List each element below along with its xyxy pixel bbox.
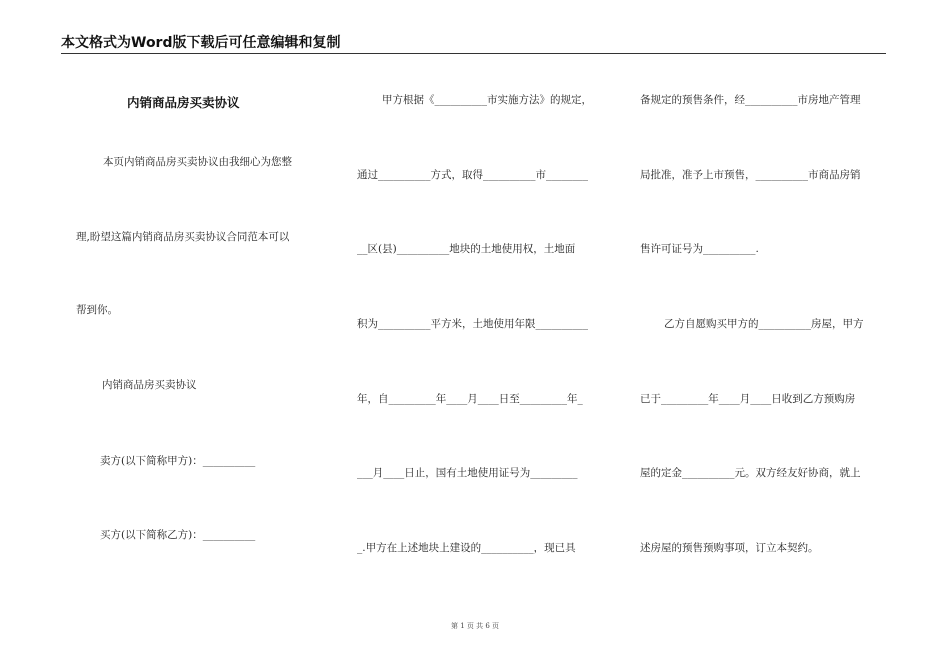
- paragraph-line: 通过__________方式，取得__________市________: [357, 169, 588, 181]
- document-title: 内销商品房买卖协议: [127, 95, 240, 110]
- paragraph-line: 本页内销商品房买卖协议由我细心为您整: [103, 156, 292, 168]
- paragraph-line: _.甲方在上述地块上建设的__________，现已具: [357, 542, 576, 554]
- paragraph-line: 乙方自愿购买甲方的__________房屋，甲方: [664, 318, 864, 330]
- paragraph-line: 备规定的预售条件，经__________市房地产管理: [640, 94, 861, 106]
- paragraph-line: 售许可证号为__________.: [640, 243, 759, 255]
- paragraph-line: 已于_________年____月____日收到乙方预购房: [640, 393, 856, 405]
- buyer-field: 买方(以下简称乙方)：__________: [100, 529, 256, 541]
- paragraph-line: 述房屋的预售预购事项，订立本契约。: [640, 542, 819, 554]
- paragraph-line: __区(县)__________地块的土地使用权，土地面: [357, 243, 576, 255]
- section-heading: 内销商品房买卖协议: [102, 379, 197, 391]
- paragraph-line: 屋的定金__________元。双方经友好协商，就上: [640, 467, 861, 479]
- seller-field: 卖方(以下简称甲方)：__________: [100, 455, 256, 467]
- paragraph-line: 局批准，准予上市预售，__________市商品房销: [640, 169, 861, 181]
- paragraph-line: 积为__________平方米，土地使用年限__________: [357, 318, 588, 330]
- paragraph-line: 帮到你。: [76, 304, 118, 316]
- paragraph-line: 甲方根据《__________市实施方法》的规定，: [382, 94, 592, 106]
- paragraph-line: ___月____日止，国有土地使用证号为_________: [357, 467, 578, 479]
- paragraph-line: 年，自_________年____月____日至_________年_: [357, 393, 583, 405]
- paragraph-line: 理,盼望这篇内销商品房买卖协议合同范本可以: [76, 231, 290, 243]
- page-number: 第 1 页 共 6 页: [450, 622, 500, 630]
- page-header: 本文格式为Word版下载后可任意编辑和复制: [61, 33, 886, 54]
